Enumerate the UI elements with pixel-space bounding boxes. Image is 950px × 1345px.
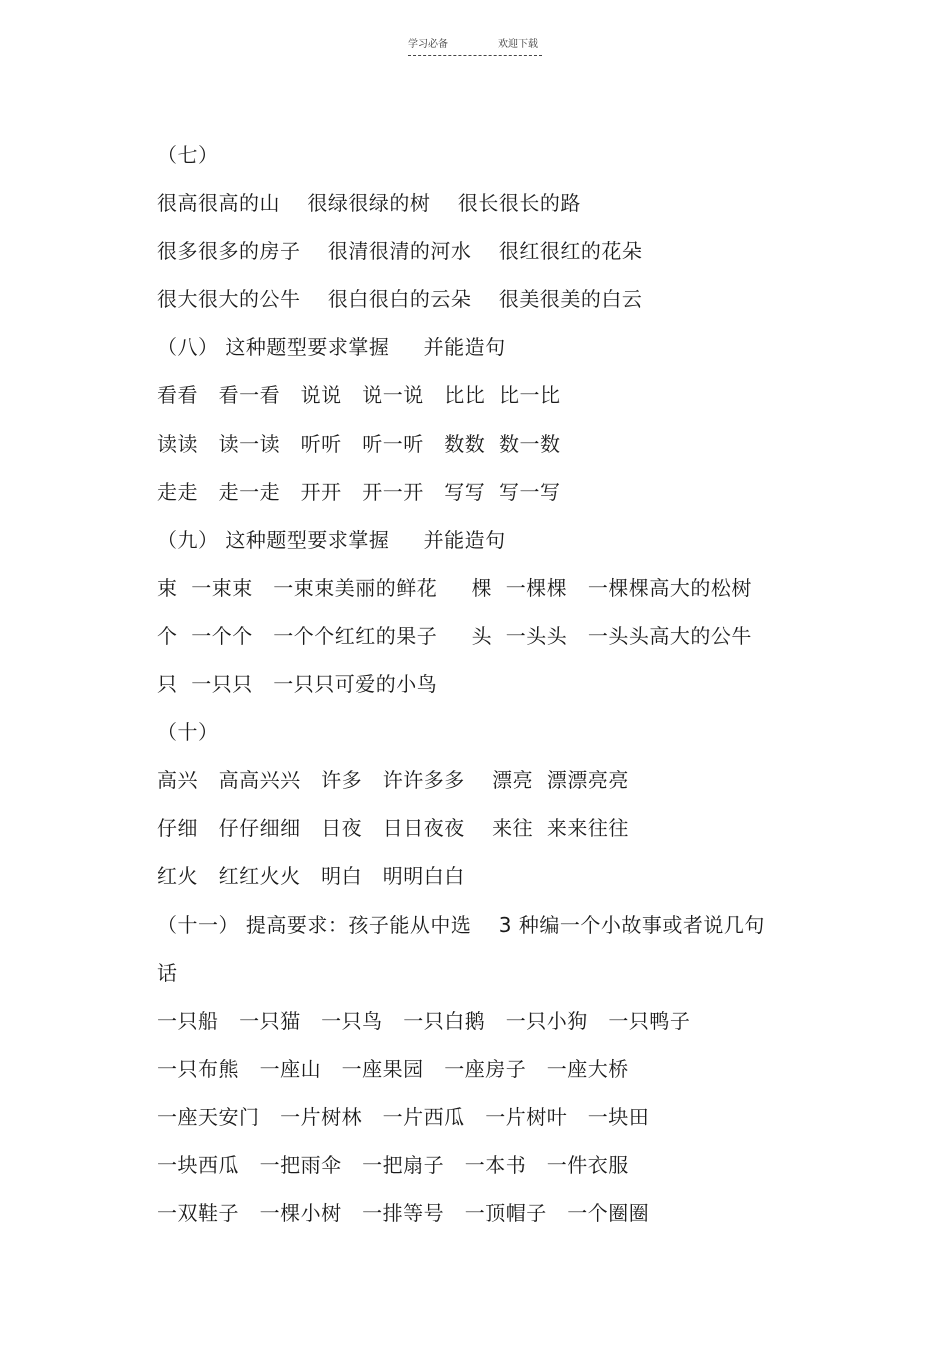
- text-line: 一块西瓜 一把雨伞 一把扇子 一本书 一件衣服: [157, 1152, 629, 1177]
- section-heading-10: （十）: [157, 720, 219, 745]
- section-heading-7: （七）: [157, 143, 219, 167]
- text-line: 仔细 仔仔细细 日夜 日日夜夜 来往 来来往往: [157, 816, 629, 841]
- text-line: 红火 红红火火 明白 明明白白: [157, 864, 465, 889]
- header-right-text: 欢迎下载: [498, 39, 538, 50]
- text-line: 一座天安门 一片树林 一片西瓜 一片树叶 一块田: [157, 1104, 650, 1129]
- text-line: 走走 走一走 开开 开一开 写写 写一写: [157, 479, 561, 504]
- text-line: 一只布熊 一座山 一座果园 一座房子 一座大桥: [157, 1056, 629, 1081]
- text-line: 很高很高的山 很绿很绿的树 很长很长的路: [157, 191, 581, 216]
- section-heading-9: （九） 这种题型要求掌握 并能造句: [157, 527, 506, 552]
- text-line: 束 一束束 一束束美丽的鲜花 棵 一棵棵 一棵棵高大的松树: [157, 575, 752, 600]
- text-line: 读读 读一读 听听 听一听 数数 数一数: [157, 431, 561, 456]
- text-line: 很大很大的公牛 很白很白的云朵 很美很美的白云: [157, 287, 643, 312]
- text-line: 个 一个个 一个个红红的果子 头 一头头 一头头高大的公牛: [157, 623, 752, 648]
- text-line: 看看 看一看 说说 说一说 比比 比一比: [157, 383, 561, 408]
- header-left-text: 学习必备: [408, 39, 448, 50]
- section-heading-11: （十一） 提高要求：孩子能从中选 3 种编一个小故事或者说几句: [157, 912, 765, 937]
- document-body: [157, 131, 797, 1237]
- text-line: 一双鞋子 一棵小树 一排等号 一顶帽子 一个圈圈: [157, 1201, 650, 1226]
- header-dashed-rule: [408, 55, 542, 56]
- text-line: 话: [157, 960, 178, 985]
- text-line: 很多很多的房子 很清很清的河水 很红很红的花朵: [157, 239, 643, 264]
- text-line: 一只船 一只猫 一只鸟 一只白鹅 一只小狗 一只鸭子: [157, 1008, 691, 1033]
- text-line: 只 一只只 一只只可爱的小鸟: [157, 672, 438, 697]
- text-line: 高兴 高高兴兴 许多 许许多多 漂亮 漂漂亮亮: [157, 768, 629, 793]
- section-heading-8: （八） 这种题型要求掌握 并能造句: [157, 335, 506, 360]
